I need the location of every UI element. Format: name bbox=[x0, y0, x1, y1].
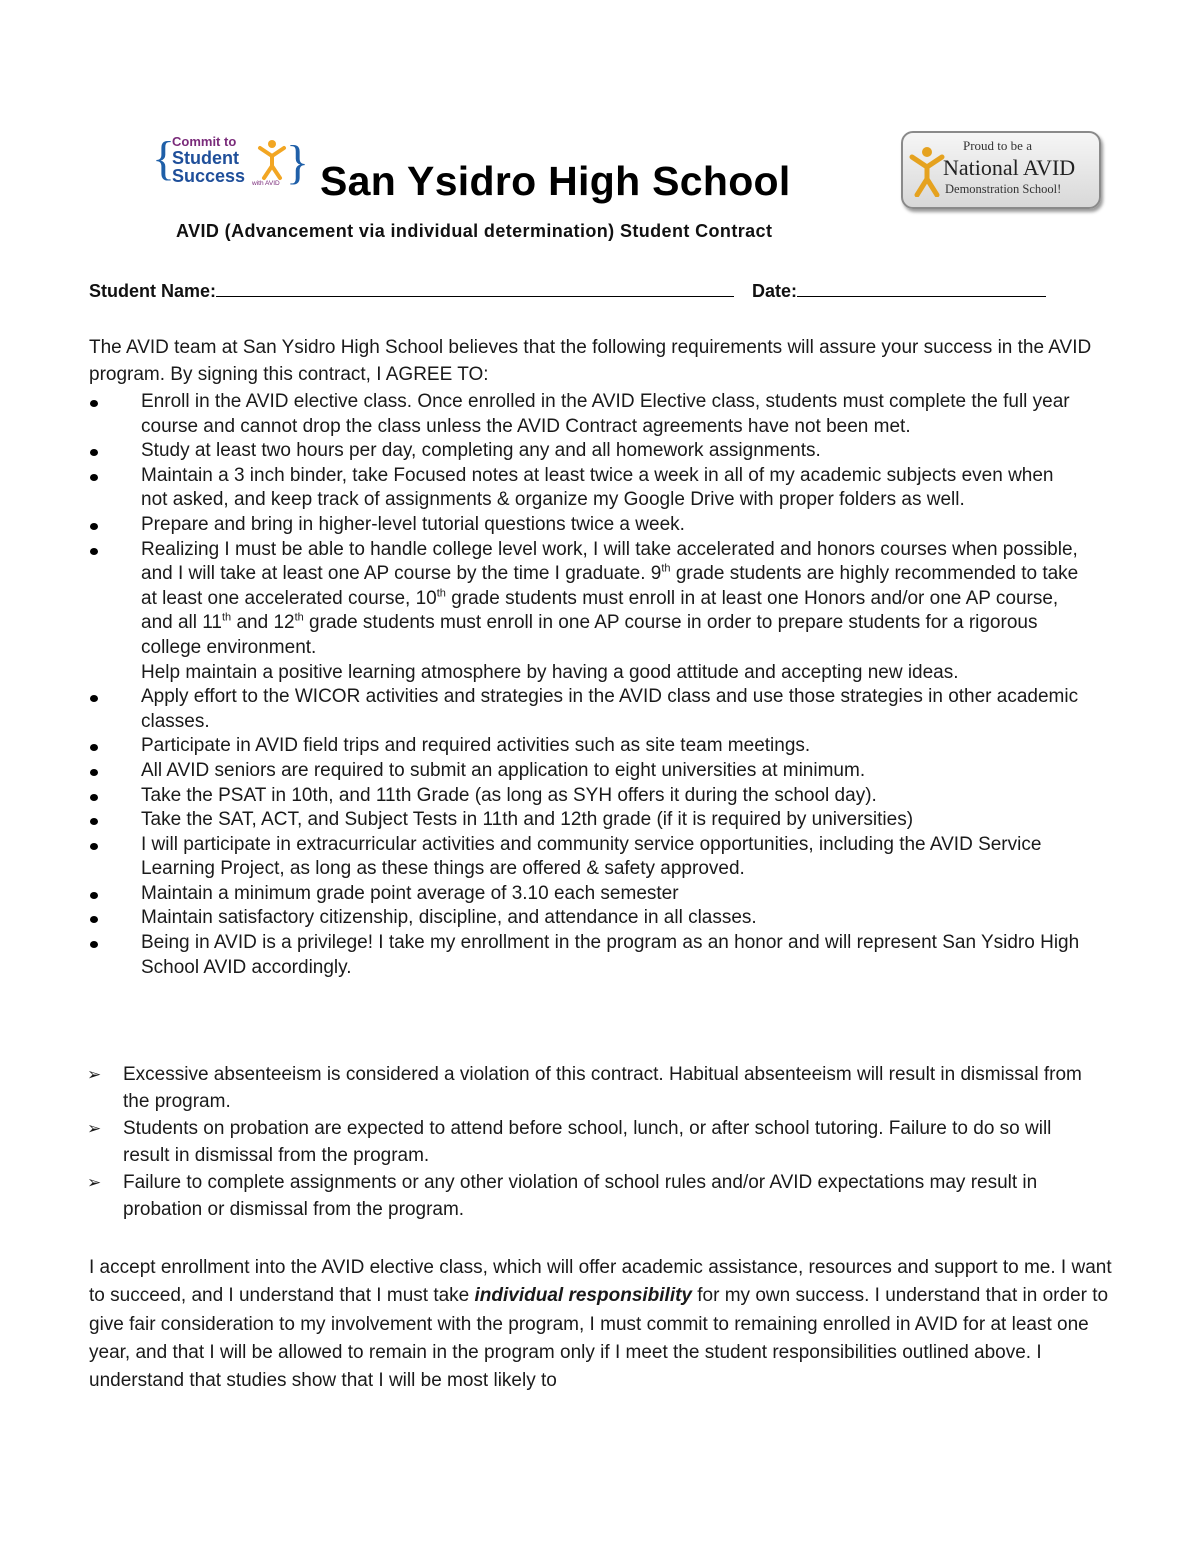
list-item-text: Study at least two hours per day, completing any and all homework assignments. bbox=[141, 440, 821, 462]
bullet-icon bbox=[90, 892, 98, 899]
list-item-text: Maintain a minimum grade point average of 3.10 each semester bbox=[141, 882, 679, 904]
list-item bbox=[84, 1115, 1084, 1169]
list-item-text: Realizing I must be able to handle college level work, I will take accelerated and honors courses when possible, and I will take at least one AP course by the time I graduate. 9th grade students are highly recommended to take at least one accelerated course, 10th grade students must enroll in at least one Honors and/or one AP course, and all 11th and 12th grade students must enroll in one AP course in order to prepare students for a rigorous college environment. bbox=[141, 538, 1079, 658]
list-item-text: Excessive absenteeism is considered a violation of this contract. Habitual absenteeism will result in dismissal from the program. bbox=[123, 1064, 1082, 1112]
list-item-text: Participate in AVID field trips and required activities such as site team meetings. bbox=[141, 735, 811, 757]
bullet-icon bbox=[90, 941, 98, 948]
badge-line-2: National AVID bbox=[943, 155, 1076, 180]
list-item bbox=[84, 734, 1084, 759]
list-item-text: Help maintain a positive learning atmosphere by having a good attitude and accepting new ideas. bbox=[141, 661, 959, 683]
bullet-icon bbox=[90, 794, 98, 801]
individual-responsibility-emphasis: individual responsibility bbox=[474, 1285, 692, 1307]
list-item-continued bbox=[84, 661, 1084, 686]
list-item-text: Being in AVID is a privilege! I take my enrollment in the program as an honor and will represent San Ysidro High School AVID accordingly. bbox=[141, 932, 1080, 978]
logo-text-student: Student bbox=[172, 148, 239, 168]
list-item bbox=[84, 833, 1084, 882]
list-item bbox=[84, 1061, 1084, 1115]
contract-subtitle: AVID (Advancement via individual determination) Student Contract bbox=[176, 221, 773, 241]
bullet-icon bbox=[90, 523, 98, 530]
national-avid-badge bbox=[901, 131, 1101, 209]
logo-text-success: Success bbox=[172, 166, 246, 186]
list-item-text: Take the PSAT in 10th, and 11th Grade (as long as SYH offers it during the school day). bbox=[141, 784, 877, 806]
svg-text:}: } bbox=[286, 136, 310, 189]
list-item-text: Students on probation are expected to attend before school, lunch, or after school tutoring. Failure to do so will result in dismissal from the program. bbox=[123, 1118, 1052, 1166]
school-title: San Ysidro High School bbox=[320, 158, 791, 204]
date-label: Date: bbox=[752, 281, 798, 301]
bullet-icon bbox=[90, 548, 98, 555]
bullet-icon bbox=[90, 449, 98, 456]
date-field[interactable] bbox=[797, 278, 1046, 297]
list-item bbox=[84, 685, 1084, 734]
avid-figure-icon bbox=[909, 143, 945, 197]
student-name-label: Student Name: bbox=[89, 281, 217, 301]
list-item bbox=[84, 464, 1084, 513]
list-item bbox=[84, 439, 1084, 464]
list-item-text: I will participate in extracurricular activities and community service opportunities, including the AVID Service Learning Project, as long as these things are offered & safety approved. bbox=[141, 833, 1042, 880]
list-item bbox=[84, 931, 1084, 980]
policy-notes-list bbox=[84, 1061, 1084, 1223]
arrow-bullet-icon: ➢ bbox=[87, 1119, 102, 1138]
intro-paragraph: The AVID team at San Ysidro High School believes that the following requirements will assure your success in the AVID program. By signing this contract, I AGREE TO: bbox=[89, 337, 1092, 385]
arrow-bullet-icon: ➢ bbox=[87, 1065, 102, 1084]
list-item bbox=[84, 784, 1084, 809]
bullet-icon bbox=[90, 744, 98, 751]
list-item bbox=[84, 808, 1084, 833]
list-item bbox=[84, 538, 1084, 661]
list-item-text: Enroll in the AVID elective class. Once enrolled in the AVID Elective class, students must complete the full year course and cannot drop the class unless the AVID Contract agreements have not been met. bbox=[141, 391, 1070, 437]
list-item bbox=[84, 390, 1084, 439]
commit-to-student-success-logo bbox=[152, 130, 314, 194]
name-date-row bbox=[89, 278, 1046, 302]
list-item-text: Apply effort to the WICOR activities and strategies in the AVID class and use those strategies in other academic classes. bbox=[141, 686, 1079, 732]
bullet-icon bbox=[90, 769, 98, 776]
bullet-icon bbox=[90, 843, 98, 850]
list-item bbox=[84, 759, 1084, 784]
list-item-text: All AVID seniors are required to submit an application to eight universities at minimum. bbox=[141, 759, 866, 781]
list-item-text: Take the SAT, ACT, and Subject Tests in 11th and 12th grade (if it is required by universities) bbox=[141, 809, 914, 831]
bullet-icon bbox=[90, 695, 98, 702]
runner-figure-icon bbox=[260, 140, 284, 178]
list-item bbox=[84, 906, 1084, 931]
badge-line-1: Proud to be a bbox=[963, 138, 1032, 153]
requirements-list bbox=[84, 390, 1084, 980]
student-name-field[interactable] bbox=[216, 278, 734, 297]
svg-text:{: { bbox=[152, 132, 176, 185]
bullet-icon bbox=[90, 916, 98, 923]
list-item-text: Maintain a 3 inch binder, take Focused notes at least twice a week in all of my academic subjects even when not asked, and keep track of assignments & organize my Google Drive with proper folders as well. bbox=[141, 464, 1054, 511]
arrow-bullet-icon: ➢ bbox=[87, 1173, 102, 1192]
list-item-text: Prepare and bring in higher-level tutorial questions twice a week. bbox=[141, 513, 685, 535]
list-item bbox=[84, 513, 1084, 538]
list-item bbox=[84, 882, 1084, 907]
logo-text-avid: with AVID bbox=[252, 180, 280, 187]
list-item bbox=[84, 1169, 1084, 1223]
bullet-icon bbox=[90, 400, 98, 407]
logo-text-commit: Commit to bbox=[172, 134, 237, 149]
list-item-text: Maintain satisfactory citizenship, discipline, and attendance in all classes. bbox=[141, 907, 757, 929]
bullet-icon bbox=[90, 474, 98, 481]
list-item-text: Failure to complete assignments or any other violation of school rules and/or AVID expectations may result in probation or dismissal from the program. bbox=[123, 1172, 1038, 1220]
badge-line-3: Demonstration School! bbox=[945, 182, 1062, 196]
bullet-icon bbox=[90, 818, 98, 825]
closing-paragraph: I accept enrollment into the AVID elective class, which will offer academic assistance, resources and support to me. I want to succeed, and I understand that I must take individual responsibility for my own success. I understand that in order to give fair consideration to my involvement with the program, I must commit to remaining enrolled in AVID for at least one year, and that I will be allowed to remain in the program only if I meet the student responsibilities outlined above. I understand that studies show that I will be most likely to bbox=[89, 1257, 1112, 1392]
